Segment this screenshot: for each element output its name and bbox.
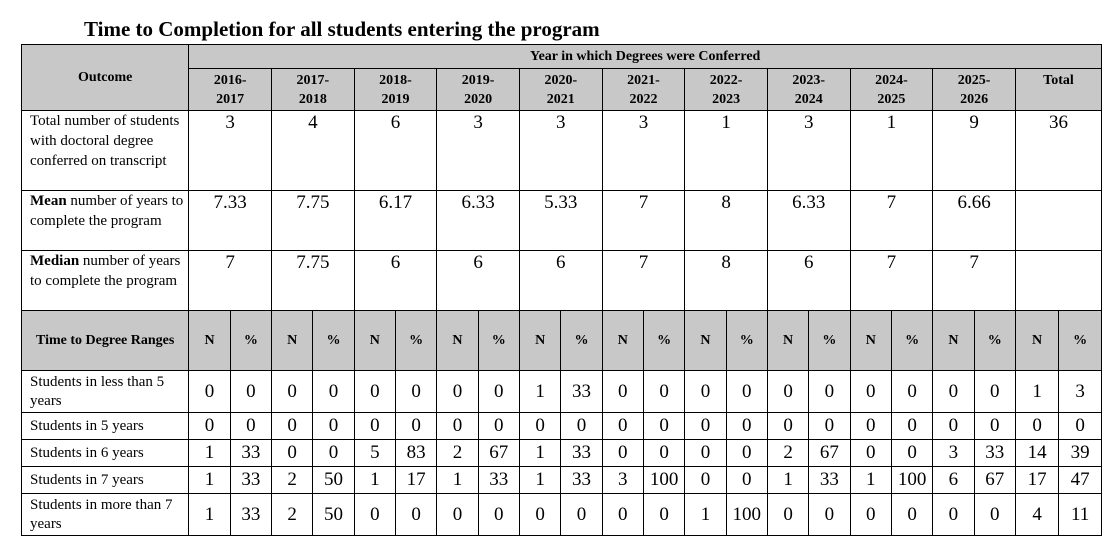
range-count: 0 [933,413,974,440]
summary-row [22,111,1102,191]
year-header: 2024- 2025 [850,69,933,111]
range-percent: 83 [395,440,436,467]
range-count: 0 [685,440,726,467]
summary-value: 8 [685,191,768,251]
range-percent: 39 [1059,440,1102,467]
range-percent: 0 [313,371,354,413]
summary-value: 6.33 [437,191,520,251]
summary-row-label: Total number of students with doctoral degree conferred on transcript [22,111,189,191]
summary-total [1015,251,1101,311]
summary-value: 8 [685,251,768,311]
percent-header: % [643,311,684,371]
summary-row-label: Median number of years to complete the program [22,251,189,311]
n-header: N [519,311,560,371]
range-percent: 0 [478,371,519,413]
year-header: 2018- 2019 [354,69,437,111]
percent-header: % [230,311,271,371]
summary-value: 7 [602,191,685,251]
range-count: 0 [933,371,974,413]
range-percent: 0 [726,440,767,467]
range-count: 1 [189,440,230,467]
range-percent: 0 [809,413,850,440]
summary-value: 7 [189,251,272,311]
range-row [22,413,1102,440]
summary-value: 3 [767,111,850,191]
range-percent: 100 [726,494,767,536]
range-count: 14 [1015,440,1058,467]
summary-value: 6 [437,251,520,311]
range-percent: 0 [643,494,684,536]
range-percent: 100 [891,467,932,494]
range-count: 17 [1015,467,1058,494]
page-title: Time to Completion for all students entering the program [84,17,600,41]
percent-header: % [313,311,354,371]
summary-value: 5.33 [519,191,602,251]
summary-total [1015,191,1101,251]
range-percent: 33 [561,440,602,467]
percent-header: % [1059,311,1102,371]
range-count: 0 [602,371,643,413]
range-percent: 0 [395,413,436,440]
range-count: 1 [354,467,395,494]
range-percent: 0 [561,413,602,440]
range-percent: 33 [230,467,271,494]
range-count: 0 [685,467,726,494]
range-count: 1 [189,467,230,494]
range-count: 0 [602,413,643,440]
range-count: 1 [685,494,726,536]
range-row-label: Students in less than 5 years [22,371,189,413]
range-percent: 0 [643,413,684,440]
summary-value: 6.33 [767,191,850,251]
range-count: 1 [519,440,560,467]
range-percent: 33 [230,494,271,536]
range-count: 2 [767,440,808,467]
range-percent: 33 [230,440,271,467]
year-header: 2020- 2021 [519,69,602,111]
percent-header: % [891,311,932,371]
range-percent: 33 [478,467,519,494]
summary-value: 7.75 [272,191,355,251]
range-percent: 67 [809,440,850,467]
range-percent: 0 [726,371,767,413]
summary-total: 36 [1015,111,1101,191]
range-count: 2 [272,467,313,494]
percent-header: % [395,311,436,371]
range-count: 0 [354,413,395,440]
range-count: 0 [850,440,891,467]
summary-value: 6 [354,111,437,191]
percent-header: % [561,311,602,371]
range-count: 1 [189,494,230,536]
range-row-label: Students in 7 years [22,467,189,494]
range-count: 0 [189,413,230,440]
range-percent: 17 [395,467,436,494]
range-percent: 0 [974,371,1015,413]
range-percent: 67 [478,440,519,467]
summary-value: 7 [850,251,933,311]
summary-row-label: Mean number of years to complete the program [22,191,189,251]
range-count: 0 [189,371,230,413]
range-count: 0 [519,494,560,536]
range-count: 1 [767,467,808,494]
range-percent: 33 [561,467,602,494]
range-percent: 0 [643,440,684,467]
range-percent: 0 [395,494,436,536]
year-caption: Year in which Degrees were Conferred [189,45,1102,69]
n-header: N [685,311,726,371]
range-count: 0 [767,413,808,440]
range-count: 6 [933,467,974,494]
percent-header: % [478,311,519,371]
n-header: N [354,311,395,371]
summary-value: 7 [602,251,685,311]
range-count: 0 [272,371,313,413]
range-percent: 0 [1059,413,1102,440]
range-count: 1 [519,371,560,413]
summary-value: 7 [933,251,1016,311]
summary-value: 6 [519,251,602,311]
range-percent: 0 [395,371,436,413]
range-row [22,494,1102,536]
range-percent: 50 [313,494,354,536]
year-header: 2019- 2020 [437,69,520,111]
range-percent: 0 [478,413,519,440]
range-percent: 11 [1059,494,1102,536]
year-header: 2016- 2017 [189,69,272,111]
n-header: N [850,311,891,371]
range-percent: 0 [809,371,850,413]
range-count: 0 [685,413,726,440]
summary-value: 4 [272,111,355,191]
range-percent: 0 [891,371,932,413]
summary-value: 6.17 [354,191,437,251]
range-row [22,371,1102,413]
range-count: 0 [933,494,974,536]
year-header: 2023- 2024 [767,69,850,111]
summary-row [22,251,1102,311]
range-count: 1 [850,467,891,494]
range-percent: 0 [891,413,932,440]
summary-value: 7.75 [272,251,355,311]
range-count: 0 [767,494,808,536]
range-count: 0 [272,440,313,467]
range-count: 0 [850,371,891,413]
range-row-label: Students in 6 years [22,440,189,467]
year-header: 2022- 2023 [685,69,768,111]
n-header: N [189,311,230,371]
range-count: 3 [602,467,643,494]
summary-value: 9 [933,111,1016,191]
range-percent: 33 [809,467,850,494]
range-row-label: Students in 5 years [22,413,189,440]
n-header: N [933,311,974,371]
range-count: 1 [519,467,560,494]
summary-row [22,191,1102,251]
summary-value: 3 [189,111,272,191]
range-count: 0 [767,371,808,413]
range-count: 0 [602,440,643,467]
percent-header: % [726,311,767,371]
range-percent: 67 [974,467,1015,494]
range-percent: 0 [726,413,767,440]
range-count: 3 [933,440,974,467]
n-header: N [1015,311,1058,371]
range-count: 4 [1015,494,1058,536]
percent-header: % [809,311,850,371]
range-count: 5 [354,440,395,467]
range-row [22,440,1102,467]
range-count: 0 [602,494,643,536]
range-percent: 0 [313,413,354,440]
range-count: 0 [850,494,891,536]
n-header: N [437,311,478,371]
range-percent: 47 [1059,467,1102,494]
range-count: 0 [437,413,478,440]
range-percent: 33 [974,440,1015,467]
ranges-header-label: Time to Degree Ranges [22,311,189,371]
summary-value: 6 [354,251,437,311]
summary-value: 6 [767,251,850,311]
summary-value: 3 [602,111,685,191]
range-percent: 0 [726,467,767,494]
range-count: 0 [850,413,891,440]
summary-value: 7 [850,191,933,251]
range-count: 0 [685,371,726,413]
year-header: 2021- 2022 [602,69,685,111]
range-count: 2 [272,494,313,536]
range-count: 1 [437,467,478,494]
range-percent: 0 [974,413,1015,440]
range-percent: 33 [561,371,602,413]
range-count: 2 [437,440,478,467]
completion-table [21,44,1102,536]
n-header: N [272,311,313,371]
range-count: 0 [1015,413,1058,440]
range-percent: 0 [891,494,932,536]
range-percent: 0 [313,440,354,467]
range-count: 0 [437,371,478,413]
year-header: 2017- 2018 [272,69,355,111]
range-percent: 0 [974,494,1015,536]
range-row-label: Students in more than 7 years [22,494,189,536]
summary-value: 3 [519,111,602,191]
range-percent: 0 [230,371,271,413]
range-percent: 50 [313,467,354,494]
range-count: 0 [519,413,560,440]
range-count: 0 [354,371,395,413]
range-count: 0 [272,413,313,440]
n-header: N [602,311,643,371]
summary-value: 6.66 [933,191,1016,251]
range-percent: 0 [809,494,850,536]
year-header: 2025- 2026 [933,69,1016,111]
range-count: 0 [437,494,478,536]
summary-value: 1 [850,111,933,191]
range-percent: 0 [561,494,602,536]
summary-value: 1 [685,111,768,191]
summary-value: 3 [437,111,520,191]
range-percent: 100 [643,467,684,494]
outcome-header: Outcome [22,45,189,111]
summary-value: 7.33 [189,191,272,251]
range-percent: 0 [230,413,271,440]
range-percent: 0 [478,494,519,536]
n-header: N [767,311,808,371]
range-percent: 3 [1059,371,1102,413]
range-row [22,467,1102,494]
range-count: 1 [1015,371,1058,413]
percent-header: % [974,311,1015,371]
range-count: 0 [354,494,395,536]
total-header: Total [1015,69,1101,111]
range-percent: 0 [643,371,684,413]
range-percent: 0 [891,440,932,467]
